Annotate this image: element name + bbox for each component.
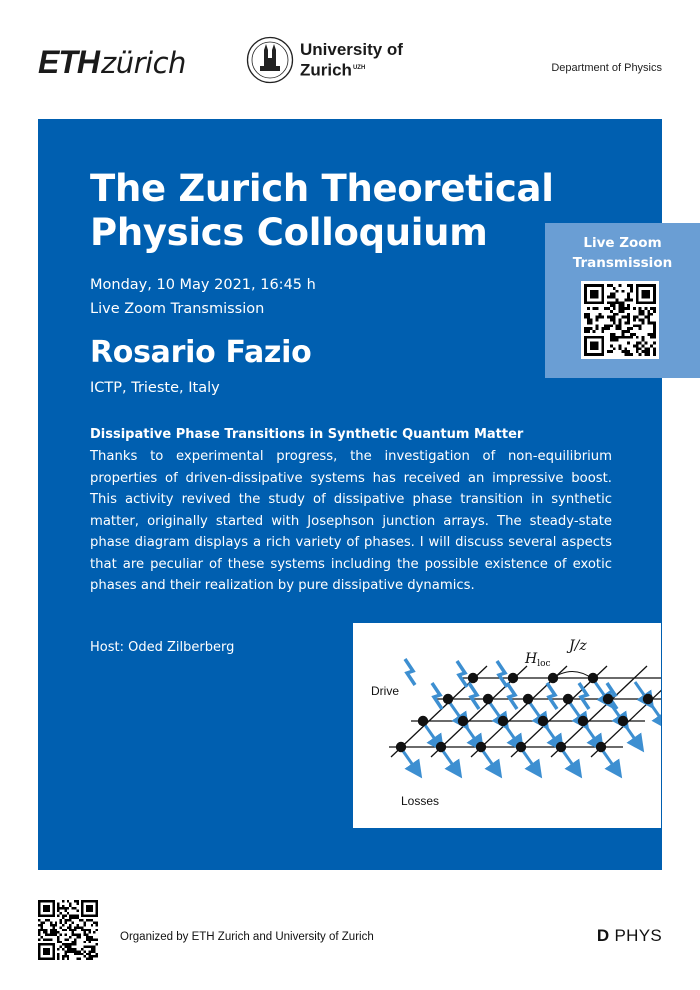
- uzh-line1: University of: [300, 40, 403, 60]
- eth-logo-bold: ETH: [38, 44, 99, 80]
- loss-arrow: [465, 725, 479, 745]
- loss-arrow: [425, 725, 439, 745]
- event-date: Monday, 10 May 2021, 16:45 h: [90, 277, 316, 293]
- zoom-link-box[interactable]: [545, 223, 700, 378]
- drive-bolt: [579, 683, 589, 709]
- lattice-site: [418, 716, 428, 726]
- loss-arrow: [563, 751, 577, 771]
- eth-logo-light: zürich: [101, 46, 186, 80]
- loss-arrow: [483, 751, 497, 771]
- loss-arrow: [403, 751, 417, 771]
- lattice-site: [556, 742, 566, 752]
- losses-label: Losses: [401, 794, 440, 808]
- lattice-site: [618, 716, 628, 726]
- lattice-site: [476, 742, 486, 752]
- lattice-site: [516, 742, 526, 752]
- uzh-seal-icon: [246, 36, 294, 84]
- lattice-site: [468, 673, 478, 683]
- zoom-label: Live Zoom Transmission: [572, 235, 673, 271]
- loss-arrow: [625, 725, 639, 745]
- lattice-site: [508, 673, 518, 683]
- drive-label: Drive: [371, 684, 400, 698]
- lattice-site: [523, 694, 533, 704]
- lattice-site: [603, 694, 613, 704]
- speaker-name: Rosario Fazio: [90, 335, 312, 370]
- drive-bolt: [469, 683, 479, 709]
- hloc-label: $H_{loc}$: [525, 651, 551, 669]
- event-title: The Zurich Theoretical Physics Colloquium: [90, 167, 554, 254]
- drive-bolt: [547, 683, 557, 709]
- drive-bolt: [497, 661, 507, 687]
- loss-arrow: [650, 703, 661, 723]
- lattice-site: [563, 694, 573, 704]
- organizers-line: Organized by ETH Zurich and University of Zurich: [120, 931, 374, 943]
- loss-arrow: [505, 725, 519, 745]
- talk-abstract: Thanks to experimental progress, the investigation of non-equilibrium properties of driven-dissipative systems has received an impressive boost. This activity revived the study of dissipative phase transition in synthetic matter, originally started with Josephson junction arrays. The steady-state phase diagram displays a rich variety of phases. I will discuss several aspects that are peculiar of these systems including the possible existence of exotic phases and their realization by pure dissipative dynamics.: [90, 449, 612, 593]
- host-line: Host: Oded Zilberberg: [90, 640, 235, 655]
- drive-bolt: [405, 659, 415, 685]
- drive-bolt: [507, 683, 517, 709]
- lattice-diagram: [353, 623, 661, 828]
- drive-bolt: [457, 661, 467, 687]
- coupling-label: J/z: [569, 638, 587, 654]
- lattice-site: [538, 716, 548, 726]
- zoom-qr-code-icon[interactable]: [581, 281, 659, 359]
- uzh-wordmark: [300, 40, 403, 80]
- lattice-site: [443, 694, 453, 704]
- loss-arrow: [545, 725, 559, 745]
- uzh-line2: Zurich$^{UZH}$: [300, 60, 366, 80]
- event-transmission: Live Zoom Transmission: [90, 301, 265, 317]
- uzh-logo: [246, 36, 403, 84]
- loss-arrow: [603, 751, 617, 771]
- lattice-site: [588, 673, 598, 683]
- lattice-site: [578, 716, 588, 726]
- speaker-affiliation: ICTP, Trieste, Italy: [90, 380, 220, 396]
- lattice-site: [458, 716, 468, 726]
- talk-title: Dissipative Phase Transitions in Synthetic Quantum Matter: [90, 427, 524, 442]
- lattice-site: [436, 742, 446, 752]
- loss-arrow: [585, 725, 599, 745]
- loss-arrow: [523, 751, 537, 771]
- lattice-site: [483, 694, 493, 704]
- lattice-site: [396, 742, 406, 752]
- dphys-logo: D PHYS: [596, 926, 662, 945]
- department-label: Department of Physics: [551, 62, 662, 74]
- drive-bolt: [432, 683, 442, 709]
- lattice-site: [643, 694, 653, 704]
- footer-qr-code-icon[interactable]: [38, 900, 98, 960]
- eth-zurich-logo: [38, 44, 186, 81]
- lattice-site: [596, 742, 606, 752]
- lattice-figure: [353, 623, 661, 828]
- lattice-site: [498, 716, 508, 726]
- loss-arrow: [443, 751, 457, 771]
